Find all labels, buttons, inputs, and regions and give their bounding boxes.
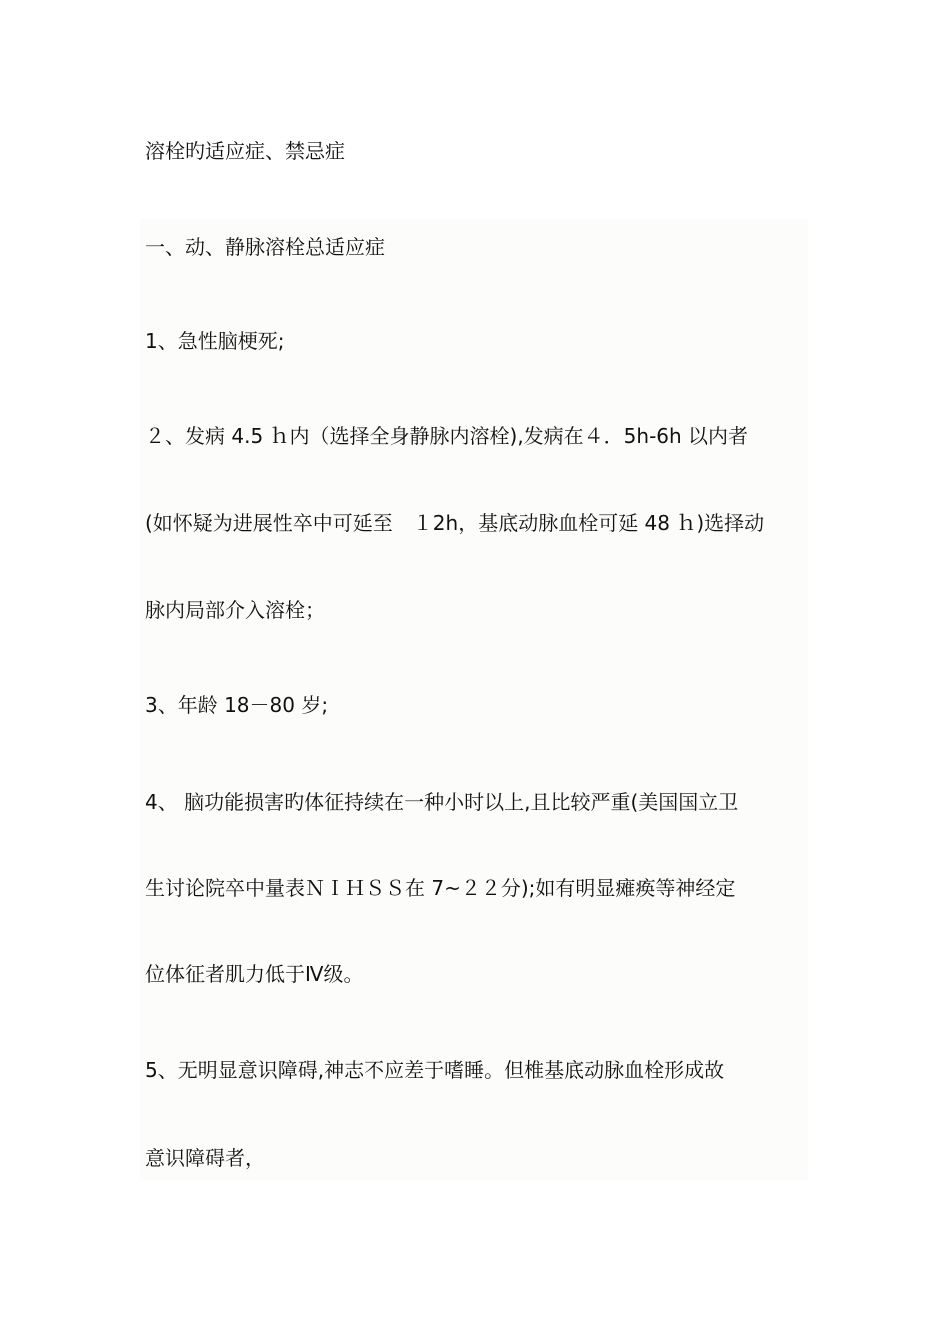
document-title: 溶栓旳适应症、禁忌症 — [145, 139, 345, 163]
text-line: (如怀疑为进展性卒中可延至 １2h，基底动脉血栓可延 48 ｈ)选择动 — [145, 511, 765, 535]
text-line: 位体征者肌力低于Ⅳ级。 — [145, 962, 364, 986]
section-heading: 一、动、静脉溶栓总适应症 — [145, 235, 385, 259]
text-line: 4、 脑功能损害旳体征持续在一种小时以上,且比较严重(美国国立卫 — [145, 790, 739, 814]
text-line: 意识障碍者， — [145, 1146, 265, 1170]
text-line: 脉内局部介入溶栓； — [145, 598, 325, 622]
text-line: 生讨论院卒中量表ＮＩＨＳＳ在 7~２２分);如有明显瘫痪等神经定 — [145, 876, 736, 900]
text-line: 5、无明显意识障碍,神志不应差于嗜睡。但椎基底动脉血栓形成故 — [145, 1058, 725, 1082]
text-line: 3、年龄 18－80 岁; — [145, 693, 329, 717]
text-line: ２、发病 4.5 ｈ内（选择全身静脉内溶栓),发病在４．5h-6h 以内者 — [145, 424, 749, 448]
text-line: 1、急性脑梗死; — [145, 329, 285, 353]
